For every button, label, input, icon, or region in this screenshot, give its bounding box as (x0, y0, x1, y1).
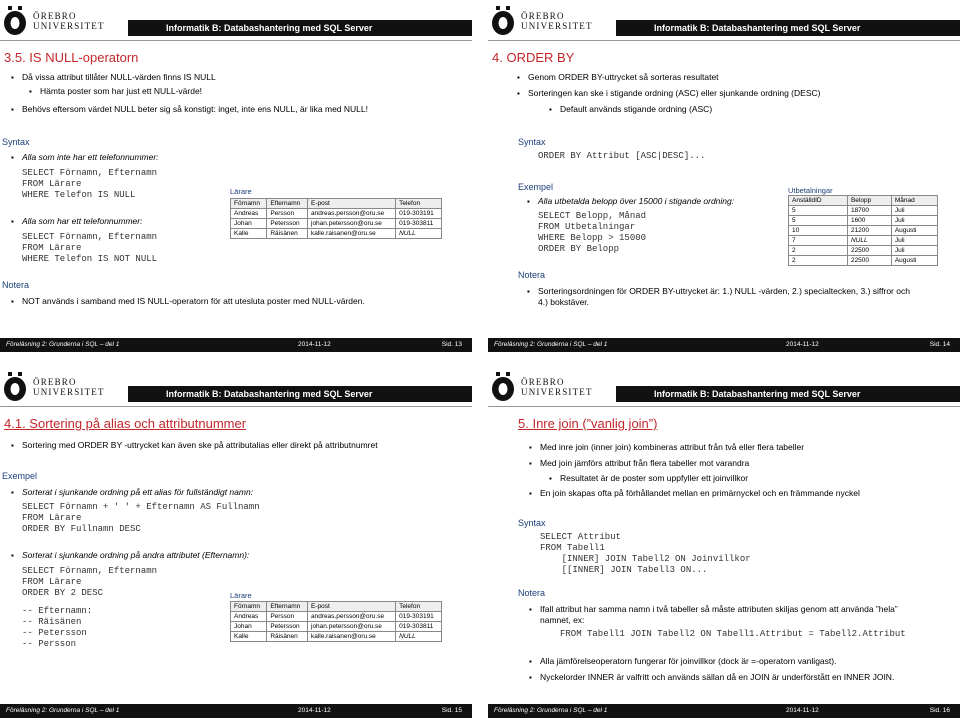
table-cell: 5 (789, 206, 848, 216)
sub-bullet: ▪ Default används stigande ordning (ASC) (560, 104, 712, 115)
university-logo (2, 369, 122, 405)
code-line (22, 566, 157, 577)
section-heading-notera: Notera (518, 270, 546, 280)
code-text: SELECT Förnamn, Efternamn (22, 566, 158, 576)
code-text: FROM Lärare (22, 513, 82, 523)
slide-title: 5. Inre join (”vanlig join”) (518, 416, 658, 431)
table-header-cell: Efternamn (267, 602, 308, 612)
slide-title: 4. ORDER BY (492, 50, 575, 65)
code-text: FROM Lärare (22, 577, 82, 587)
table-header-cell: E-post (308, 602, 396, 612)
table-header-cell: Efternamn (267, 199, 308, 209)
orebro-o-icon (2, 6, 28, 36)
table-cell: 019-303811 (396, 219, 442, 229)
bullet: ▪ Genom ORDER BY-uttrycket så sorteras resultatet (528, 72, 719, 83)
slide-header (0, 366, 472, 410)
table-cell: 5 (789, 216, 848, 226)
table-cell: 2 (789, 246, 848, 256)
table-cell: 10 (789, 226, 848, 236)
table-cell: kalle.raisanen@oru.se (308, 229, 396, 239)
code-text: SELECT Förnamn, Efternamn (22, 232, 158, 242)
note-bullet: ▪ Alla jämförelseoperatorn fungerar för joinvillkor (dock är =-operatorn vanligast). (540, 656, 836, 667)
example-label: ▪ Alla som har ett telefonnummer: (22, 216, 142, 227)
slide-13 (0, 0, 472, 352)
university-name-line1: ÖREBRO (521, 11, 565, 21)
university-name-line1: ÖREBRO (521, 377, 565, 387)
data-table (230, 198, 442, 239)
code-comment: -- Efternamn: (22, 606, 93, 616)
table-caption: Lärare (230, 187, 252, 196)
table-cell: Kalle (231, 632, 267, 642)
code-text: ORDER BY Fullnamn DESC (22, 524, 141, 534)
bullet: ▪ Behövs eftersom värdet NULL beter sig så konstigt: inget, inte ens NULL, är lika med NULL! (22, 104, 368, 115)
header-divider (488, 40, 960, 41)
code-line (22, 232, 157, 243)
bullet: ▪ Sortering med ORDER BY -uttrycket kan även ske på attributalias eller direkt på attributnumret (22, 440, 378, 451)
footer-date: 2014-11-12 (298, 341, 331, 348)
code-line (538, 222, 635, 233)
slide-footer (488, 338, 960, 352)
code-line (22, 577, 81, 588)
sub-bullet: ▪ Resultatet är de poster som uppfyller ett joinvillkor (560, 473, 748, 484)
table-header-cell: Förnamn (231, 602, 267, 612)
code-line (22, 513, 81, 524)
note-bullet: ▪ NOT används i samband med IS NULL-operatorn för att utesluta poster med NULL-värden. (22, 296, 365, 307)
note-continuation: 4.) bokstäver. (538, 297, 590, 307)
table-cell: johan.petersson@oru.se (308, 622, 396, 632)
table-header-cell: Telefon (396, 199, 442, 209)
table-row (789, 246, 938, 256)
table-row (231, 612, 442, 622)
code-line: FROM Tabell1 (540, 543, 605, 553)
table-header-cell: Telefon (396, 602, 442, 612)
table-cell: Räisänen (267, 632, 308, 642)
section-heading-syntax: Syntax (518, 137, 546, 147)
code-line: [[INNER] JOIN Tabell3 ON... (540, 565, 708, 575)
table-cell: Johan (231, 219, 267, 229)
university-logo (490, 3, 610, 39)
footer-page: Sid. 15 (441, 707, 462, 714)
footer-page: Sid. 13 (441, 341, 462, 348)
footer-date: 2014-11-12 (786, 341, 819, 348)
table-cell: Juli (891, 236, 937, 246)
table-cell: Petersson (267, 219, 308, 229)
slide-15 (0, 366, 472, 718)
table-header-cell: E-post (308, 199, 396, 209)
table-cell: Andreas (231, 612, 267, 622)
code-text: ORDER BY Belopp (538, 244, 620, 254)
code-line (22, 524, 141, 535)
note-bullet: ▪ Nyckelorder INNER är valfritt och används sällan då en JOIN är underförstått en INNER JOIN. (540, 672, 894, 683)
code-line (538, 151, 705, 162)
table-header-cell: Månad (891, 196, 937, 206)
university-logo (2, 3, 122, 39)
footer-date: 2014-11-12 (298, 707, 331, 714)
code-line: SELECT Attribut (540, 532, 622, 542)
code-line (22, 168, 157, 179)
code-line: FROM Tabell1 JOIN Tabell2 ON Tabell1.Attribut = Tabell2.Attribut (560, 629, 906, 639)
code-line (22, 179, 81, 190)
bullet: ▪ Då vissa attribut tillåter NULL-värden finns IS NULL (22, 72, 216, 83)
code-text: FROM Lärare (22, 179, 82, 189)
table-row (231, 622, 442, 632)
code-comment: -- Petersson (22, 628, 87, 638)
section-heading-syntax: Syntax (2, 137, 30, 147)
table-row (789, 216, 938, 226)
code-line (22, 588, 103, 599)
bullet: ▪ Med inre join (inner join) kombineras attribut från två eller flera tabeller (540, 442, 804, 453)
table-cell: Petersson (267, 622, 308, 632)
slide-header (488, 366, 960, 410)
code-line (538, 233, 646, 244)
example-label: ▪ Sorterat i sjunkande ordning på ett alias för fullständigt namn: (22, 487, 253, 498)
footer-lecture: Föreläsning 2: Grunderna i SQL – del 1 (494, 341, 608, 348)
table-cell: Johan (231, 622, 267, 632)
code-text: WHERE Belopp > 15000 (538, 233, 647, 243)
university-logo (490, 369, 610, 405)
table-cell: NULL (396, 632, 442, 642)
section-heading-notera: Notera (518, 588, 546, 598)
course-title: Informatik B: Databashantering med SQL Server (128, 386, 472, 402)
table-cell: NULL (847, 236, 891, 246)
orebro-o-icon (2, 372, 28, 402)
university-name-line2: UNIVERSITET (33, 387, 105, 397)
table-cell: Augusti (891, 226, 937, 236)
table-cell: andreas.persson@oru.se (308, 209, 396, 219)
code-text: ORDER BY 2 DESC (22, 588, 104, 598)
table-cell: Persson (267, 209, 308, 219)
code-line (22, 190, 135, 201)
code-line (538, 211, 646, 222)
slide-16 (488, 366, 960, 718)
table-header-row (789, 196, 938, 206)
table-row (789, 206, 938, 216)
table-cell: Juli (891, 246, 937, 256)
code-line: [INNER] JOIN Tabell2 ON Joinvillkor (540, 554, 751, 564)
table-cell: 1600 (847, 216, 891, 226)
table-cell: 2 (789, 256, 848, 266)
footer-lecture: Föreläsning 2: Grunderna i SQL – del 1 (6, 341, 120, 348)
university-name-line1: ÖREBRO (33, 377, 77, 387)
table-header-cell: AnställdID (789, 196, 848, 206)
university-name-line2: UNIVERSITET (33, 21, 105, 31)
code-text: SELECT Förnamn + ' ' + Efternamn AS Fullnamn (22, 502, 260, 512)
table-row (789, 226, 938, 236)
section-heading-notera: Notera (2, 280, 30, 290)
slide-footer (0, 338, 472, 352)
header-divider (488, 406, 960, 407)
note-bullet: ▪ Ifall attribut har samma namn i två tabeller så måste attributen skiljas genom att använda ”hela” (540, 604, 898, 615)
table-header-cell: Belopp (847, 196, 891, 206)
note-bullet: ▪ Sorteringsordningen för ORDER BY-uttrycket är: 1.) NULL -värden, 2.) specialtecken, 3.) siffror och (538, 286, 910, 297)
code-comment: -- Räisänen (22, 617, 82, 627)
table-row (789, 236, 938, 246)
table-row (231, 632, 442, 642)
table-header-cell: Förnamn (231, 199, 267, 209)
university-name-line1: ÖREBRO (33, 11, 77, 21)
code-text: SELECT Förnamn, Efternamn (22, 168, 158, 178)
code-line (22, 243, 81, 254)
slide-header (488, 0, 960, 44)
footer-date: 2014-11-12 (786, 707, 819, 714)
table-cell: 019-303811 (396, 622, 442, 632)
table-cell: andreas.persson@oru.se (308, 612, 396, 622)
code-line (538, 244, 619, 255)
code-text: FROM Utbetalningar (538, 222, 636, 232)
code-text: FROM Lärare (22, 243, 82, 253)
table-cell: kalle.raisanen@oru.se (308, 632, 396, 642)
table-cell: 22500 (847, 256, 891, 266)
slide-title: 4.1. Sortering på alias och attributnummer (4, 416, 247, 431)
example-label: ▪ Alla utbetalda belopp över 15000 i stigande ordning: (538, 196, 734, 207)
table-cell: Räisänen (267, 229, 308, 239)
table-cell: 21200 (847, 226, 891, 236)
table-cell: Juli (891, 216, 937, 226)
table-cell: Augusti (891, 256, 937, 266)
table-cell: Juli (891, 206, 937, 216)
table-caption: Utbetalningar (788, 186, 833, 195)
table-cell: 019-303191 (396, 209, 442, 219)
footer-lecture: Föreläsning 2: Grunderna i SQL – del 1 (6, 707, 120, 714)
code-text: WHERE Telefon IS NULL (22, 190, 136, 200)
footer-lecture: Föreläsning 2: Grunderna i SQL – del 1 (494, 707, 608, 714)
table-header-row (231, 602, 442, 612)
table-row (231, 229, 442, 239)
code-line (22, 502, 260, 513)
course-title: Informatik B: Databashantering med SQL Server (616, 20, 960, 36)
university-name-line2: UNIVERSITET (521, 21, 593, 31)
data-table (230, 601, 442, 642)
code-text: ORDER BY Attribut [ASC|DESC]... (538, 151, 706, 161)
course-title: Informatik B: Databashantering med SQL Server (128, 20, 472, 36)
course-title: Informatik B: Databashantering med SQL Server (616, 386, 960, 402)
header-divider (0, 406, 472, 407)
slide-header (0, 0, 472, 44)
table-cell: 7 (789, 236, 848, 246)
table-header-row (231, 199, 442, 209)
footer-page: Sid. 14 (929, 341, 950, 348)
orebro-o-icon (490, 6, 516, 36)
slide-footer (0, 704, 472, 718)
example-label: ▪ Alla som inte har ett telefonnummer: (22, 152, 159, 163)
table-row (231, 209, 442, 219)
table-caption: Lärare (230, 591, 252, 600)
bullet: ▪ Sorteringen kan ske i stigande ordning (ASC) eller sjunkande ordning (DESC) (528, 88, 820, 99)
section-heading-exempel: Exempel (518, 182, 554, 192)
university-name-line2: UNIVERSITET (521, 387, 593, 397)
data-table (788, 195, 938, 266)
table-cell: 22500 (847, 246, 891, 256)
section-heading-syntax: Syntax (518, 518, 546, 528)
code-text: WHERE Telefon IS NOT NULL (22, 254, 158, 264)
code-text: SELECT Belopp, Månad (538, 211, 647, 221)
slide-14 (488, 0, 960, 352)
table-row (789, 256, 938, 266)
table-cell: Persson (267, 612, 308, 622)
table-cell: 18700 (847, 206, 891, 216)
table-cell: 019-303191 (396, 612, 442, 622)
orebro-o-icon (490, 372, 516, 402)
footer-page: Sid. 16 (929, 707, 950, 714)
code-comment: -- Persson (22, 639, 77, 649)
slide-footer (488, 704, 960, 718)
header-divider (0, 40, 472, 41)
table-cell: NULL (396, 229, 442, 239)
table-cell: Andreas (231, 209, 267, 219)
note-continuation: namnet, ex: (540, 615, 585, 625)
table-cell: Kalle (231, 229, 267, 239)
table-row (231, 219, 442, 229)
code-line (22, 254, 157, 265)
bullet: ▪ Med join jämförs attribut från flera tabeller mot varandra (540, 458, 749, 469)
slide-title: 3.5. IS NULL-operatorn (4, 50, 139, 65)
section-heading-exempel: Exempel (2, 471, 38, 481)
example-label: ▪ Sorterat i sjunkande ordning på andra attributet (Efternamn): (22, 550, 249, 561)
sub-bullet: ▪ Hämta poster som har just ett NULL-värde! (40, 86, 202, 97)
bullet: ▪ En join skapas ofta på förhållandet mellan en primärnyckel och en främmande nyckel (540, 488, 860, 499)
table-cell: johan.petersson@oru.se (308, 219, 396, 229)
